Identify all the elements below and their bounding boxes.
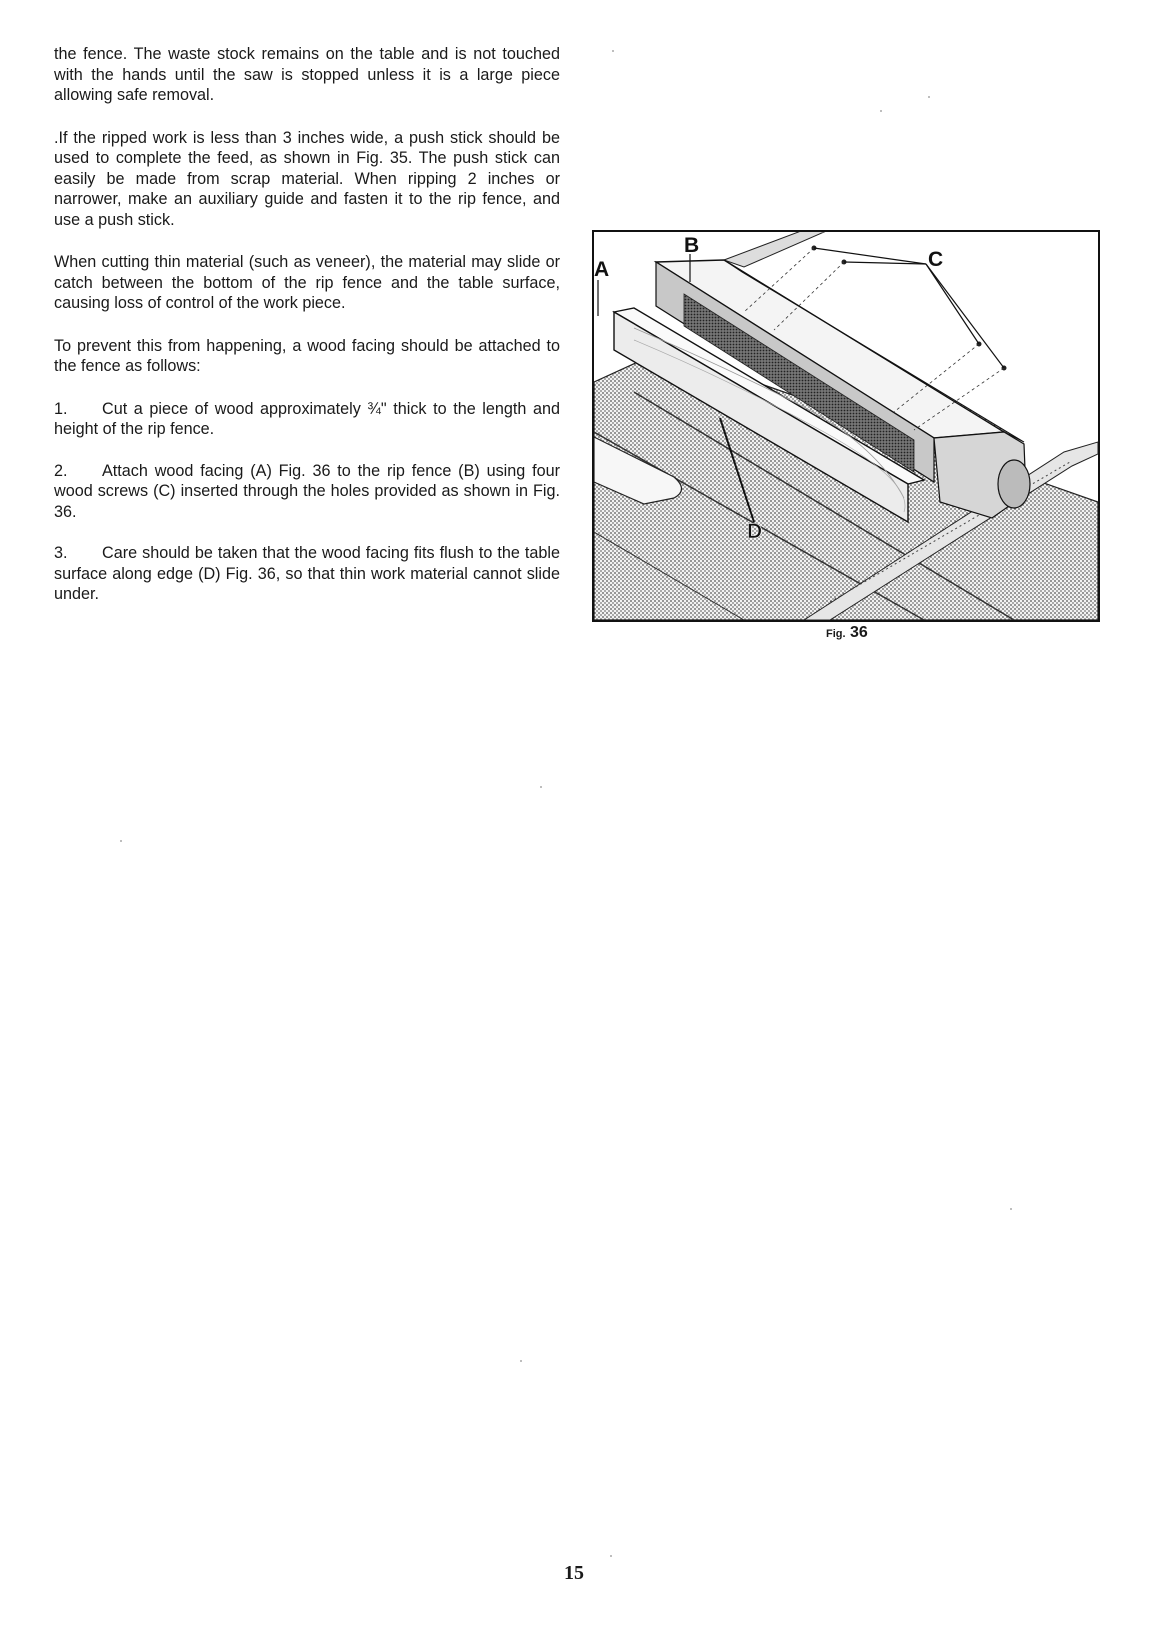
rear-rail xyxy=(724,232,824,267)
step-text: Cut a piece of wood approximately ¾" thick to the length and height of the rip fence. xyxy=(54,399,560,438)
step-text: Care should be taken that the wood facing fits flush to the table surface along edge (D) Fig. 36, so that thin work material cannot slide under. xyxy=(54,544,560,603)
scan-speck xyxy=(540,786,542,788)
figure-caption-number: 36 xyxy=(850,624,868,641)
scan-speck xyxy=(612,50,614,52)
step-3 xyxy=(54,543,560,605)
scan-speck xyxy=(120,840,122,842)
rip-fence-drawing xyxy=(594,232,1098,620)
scan-speck xyxy=(520,1360,522,1362)
scan-speck xyxy=(928,96,930,98)
callout-b: B xyxy=(684,234,700,257)
step-number: 3. xyxy=(54,544,68,562)
paragraph-prevent: To prevent this from happening, a wood facing should be attached to the fence as follows: xyxy=(54,336,560,375)
step-text: Attach wood facing (A) Fig. 36 to the rip fence (B) using four wood screws (C) inserted through the holes provided as shown in Fig. 36. xyxy=(54,461,560,521)
step-1 xyxy=(54,399,560,440)
step-number: 1. xyxy=(54,399,68,418)
scan-speck xyxy=(880,110,882,112)
figure-36-illustration xyxy=(592,230,1100,622)
paragraph-push-stick: .If the ripped work is less than 3 inches wide, a push stick should be used to complete the feed, as shown in Fig. 35. The push stick can easily be made from scrap material. When ripping 2 inches or narrower, make an auxiliary guide and fasten it to the rip fence, and use a push stick. xyxy=(54,128,560,229)
step-number: 2. xyxy=(54,461,68,480)
callout-d: D xyxy=(747,520,763,543)
scan-speck xyxy=(1010,1208,1012,1210)
paragraph-fence-waste: the fence. The waste stock remains on the table and is not touched with the hands until the saw is stopped unless it is a large piece allowing safe removal. xyxy=(54,45,560,104)
page-number: 15 xyxy=(564,1562,584,1584)
figure-caption xyxy=(826,624,868,642)
figure-caption-prefix: Fig. xyxy=(826,628,846,640)
scan-speck xyxy=(610,1555,612,1557)
callout-a: A xyxy=(594,258,610,281)
paragraph-thin-material: When cutting thin material (such as veneer), the material may slide or catch between the bottom of the rip fence and the table surface, causing loss of control of the work piece. xyxy=(54,253,560,312)
step-2 xyxy=(54,461,560,523)
text-column xyxy=(54,44,560,626)
callout-c: C xyxy=(928,248,944,271)
